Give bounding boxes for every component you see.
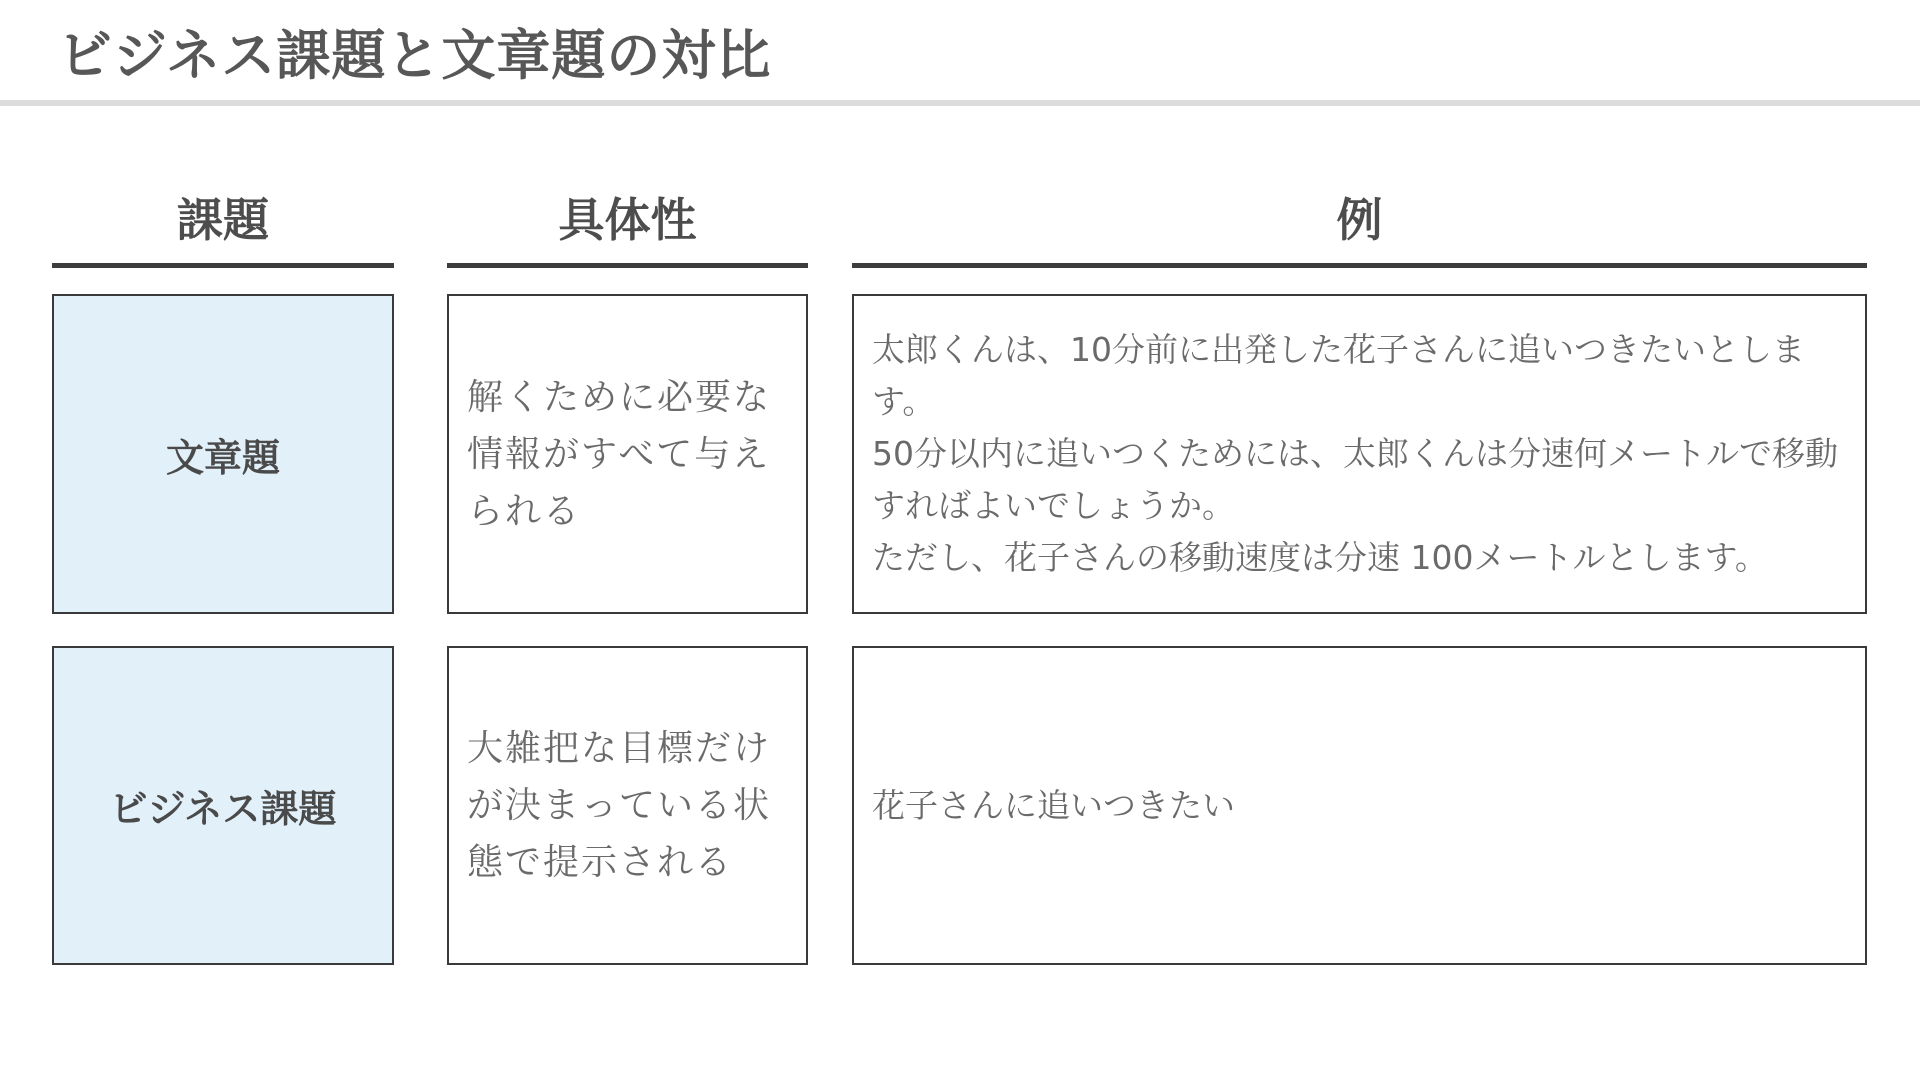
row-label-business-issue bbox=[52, 646, 394, 965]
example-line: 花子さんに追いつきたい bbox=[872, 785, 1235, 825]
title-divider bbox=[0, 100, 1920, 106]
row-label-text: ビジネス課題 bbox=[109, 787, 337, 831]
example-line: 50分以内に追いつくためには、太郎くんは分速何メートルで移動すればよいでしょうか。 bbox=[872, 434, 1838, 525]
example-line: ただし、花子さんの移動速度は分速 100メートルとします。 bbox=[872, 538, 1768, 577]
example-cell-word-problem bbox=[852, 294, 1867, 614]
slide-title: ビジネス課題と文章題の対比 bbox=[58, 24, 772, 87]
specificity-cell-word-problem bbox=[447, 294, 808, 614]
column-header-issue-rule bbox=[52, 263, 394, 268]
column-header-specificity: 具体性 bbox=[558, 193, 697, 247]
specificity-text: 解くために必要な情報がすべて与えられる bbox=[467, 376, 772, 532]
specificity-text: 大雑把な目標だけが決まっている状態で提示される bbox=[467, 728, 772, 883]
column-header-issue: 課題 bbox=[177, 193, 269, 247]
specificity-cell-business-issue bbox=[447, 646, 808, 965]
example-line: 太郎くんは、10分前に出発した花子さんに追いつきたいとします。 bbox=[872, 330, 1805, 421]
column-header-example-rule bbox=[852, 263, 1867, 268]
column-header-example: 例 bbox=[1336, 193, 1383, 247]
column-header-specificity-rule bbox=[447, 263, 808, 268]
row-label-word-problem bbox=[52, 294, 394, 614]
example-text bbox=[872, 780, 1847, 832]
example-cell-business-issue bbox=[852, 646, 1867, 965]
example-text bbox=[872, 324, 1847, 584]
row-label-text: 文章題 bbox=[165, 435, 280, 480]
